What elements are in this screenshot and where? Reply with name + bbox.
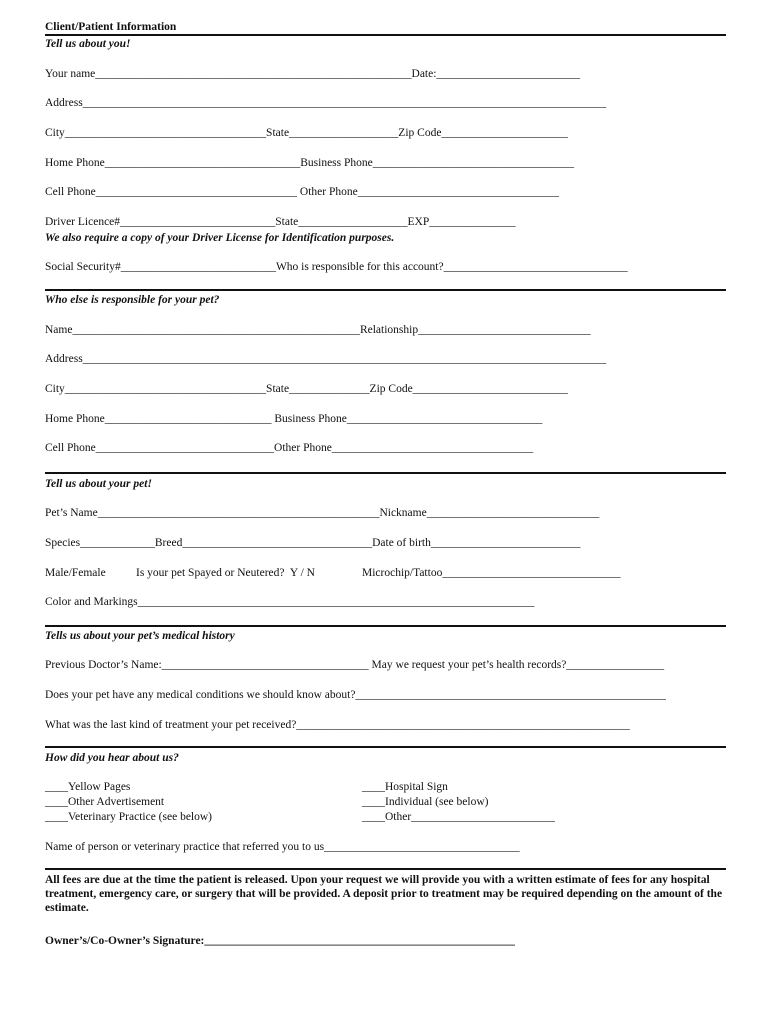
section-rule	[45, 472, 726, 474]
referral-option-yellow-pages[interactable]: ____Yellow Pages	[45, 781, 131, 793]
referral-option-other[interactable]: ____Other_________________________	[362, 811, 555, 823]
section-rule	[45, 746, 726, 748]
pet-microchip-field[interactable]: Microchip/Tattoo_______________________________	[362, 567, 621, 579]
responsible-cell-other-phone-field[interactable]: Cell Phone_______________________________Other Phone___________________________________	[45, 442, 534, 454]
fees-notice: All fees are due at the time the patient is released. Upon your request we will provide you with a written estimate of fees for any hospital treatment, emergency care, or surgery that will be provided. A deposit prior to treatment may be required depending on the amount of the estimate.	[45, 874, 723, 914]
pet-sex-field[interactable]: Male/Female	[45, 567, 106, 579]
responsible-city-state-zip-field[interactable]: City___________________________________State______________Zip Code___________________________	[45, 383, 568, 395]
client-home-business-phone-field[interactable]: Home Phone__________________________________Business Phone___________________________________	[45, 157, 574, 169]
client-cell-other-phone-field[interactable]: Cell Phone___________________________________ Other Phone___________________________________	[45, 186, 559, 198]
client-city-state-zip-field[interactable]: City___________________________________State___________________Zip Code______________________	[45, 127, 568, 139]
responsible-address-field[interactable]: Address___________________________________________________________________________________________	[45, 353, 606, 365]
referral-option-other-advertisement[interactable]: ____Other Advertisement	[45, 796, 165, 808]
section-heading-responsible: Who else is responsible for your pet?	[45, 294, 220, 306]
referral-option-hospital-sign[interactable]: ____Hospital Sign	[362, 781, 448, 793]
previous-doctor-field[interactable]: Previous Doctor’s Name:____________________________________ May we request your pet’s health records?_________________	[45, 659, 665, 671]
pet-name-nickname-field[interactable]: Pet’s Name_________________________________________________Nickname______________________________	[45, 507, 600, 519]
pet-species-breed-dob-field[interactable]: Species_____________Breed_________________________________Date of birth__________________________	[45, 537, 581, 549]
section-heading-medical: Tells us about your pet’s medical history	[45, 630, 235, 642]
pet-color-markings-field[interactable]: Color and Markings_____________________________________________________________________	[45, 596, 535, 608]
responsible-name-relationship-field[interactable]: Name__________________________________________________Relationship______________________________	[45, 324, 591, 336]
section-rule	[45, 289, 726, 291]
owner-signature-field[interactable]: Owner’s/Co-Owner’s Signature:______________________________________________________	[45, 935, 515, 947]
header-rule	[45, 34, 726, 36]
client-name-field[interactable]: Your name_______________________________________________________Date:_________________________	[45, 68, 581, 80]
section-heading-pet: Tell us about your pet!	[45, 478, 152, 490]
section-rule	[45, 625, 726, 627]
referral-option-veterinary-practice[interactable]: ____Veterinary Practice (see below)	[45, 811, 212, 823]
last-treatment-field[interactable]: What was the last kind of treatment your pet received?__________________________________________________________	[45, 719, 630, 731]
referral-option-individual[interactable]: ____Individual (see below)	[362, 796, 489, 808]
license-note: We also require a copy of your Driver License for Identification purposes.	[45, 232, 395, 244]
form-title: Client/Patient Information	[45, 21, 177, 33]
referrer-name-field[interactable]: Name of person or veterinary practice that referred you to us__________________________________	[45, 841, 520, 853]
section-rule	[45, 868, 726, 870]
client-driver-license-field[interactable]: Driver Licence#___________________________State___________________EXP_______________	[45, 216, 516, 228]
section-heading-client: Tell us about you!	[45, 38, 131, 50]
responsible-home-business-phone-field[interactable]: Home Phone_____________________________ Business Phone__________________________________	[45, 413, 543, 425]
client-ssn-responsible-field[interactable]: Social Security#___________________________Who is responsible for this account?________________________________	[45, 261, 628, 273]
section-heading-referral: How did you hear about us?	[45, 752, 179, 764]
client-address-field[interactable]: Address___________________________________________________________________________________________	[45, 97, 606, 109]
medical-conditions-field[interactable]: Does your pet have any medical conditions we should know about?______________________________________________________	[45, 689, 666, 701]
pet-spayed-neutered-field[interactable]: Is your pet Spayed or Neutered? Y / N	[136, 567, 315, 579]
